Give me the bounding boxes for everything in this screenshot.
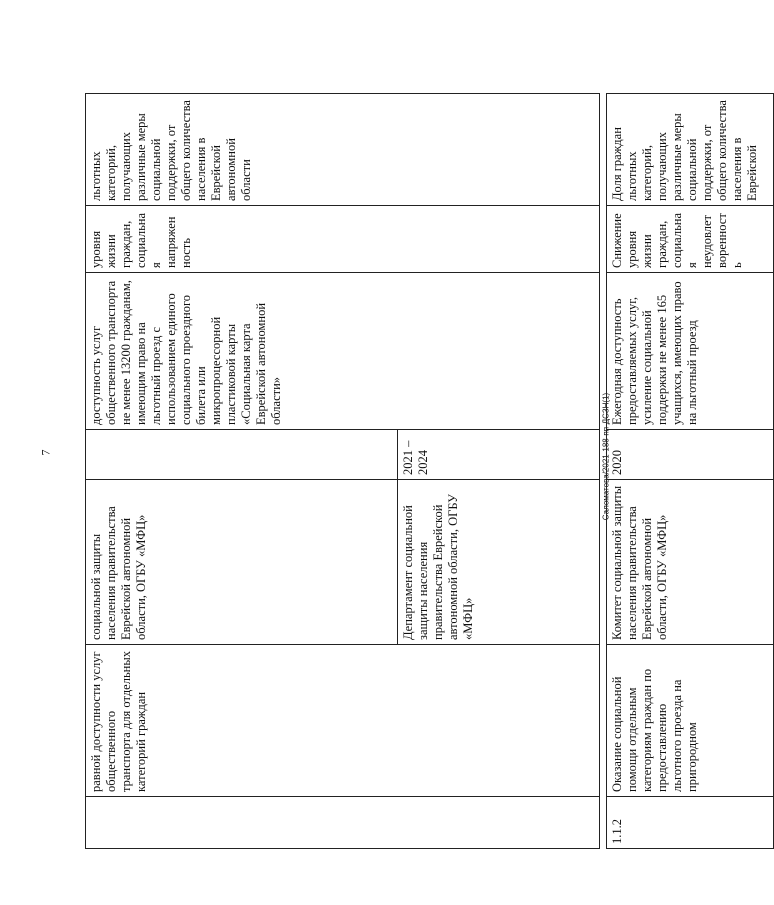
cell-executor: Департамент социальной защиты населения правительства Еврейской автономной области, ОГБУ «МФЦ» bbox=[398, 480, 600, 645]
page-number: 7 bbox=[38, 449, 53, 456]
cell-executor: социальной защиты населения правительства Еврейской автономной области, ОГБУ «МФЦ» bbox=[86, 480, 398, 645]
cell-measure: Оказание социальной помощи отдельным категориям граждан по предоставлению льготного проезда на пригородном bbox=[607, 645, 774, 797]
cell-number bbox=[86, 797, 600, 849]
cell-result: доступность услуг общественного транспорта не менее 13200 гражданам, имеющим право на льготный проезд с использованием единого социального проездного билета или микропроцессорной пластиковой карты «Социальная карта Еврейской автономной области» bbox=[86, 273, 600, 430]
cell-measure: равной доступности услуг общественного транспорта для отдельных категорий граждан bbox=[86, 645, 600, 797]
cell-executor: Комитет социальной защиты населения правительства Еврейской автономной области, ОГБУ «МФЦ» bbox=[607, 480, 774, 645]
cell-number: 1.1.2 bbox=[607, 797, 774, 849]
document-code: Саломатова/2021-188-пп-ДСЗН(1) bbox=[601, 392, 611, 521]
cell-result: Ежегодная доступность предоставляемых услуг, усиление социальной поддержки не менее 165 учащихся, имеющих право на льготный проезд bbox=[607, 273, 774, 430]
cell-indicator: Доля граждан льготных категорий, получающих различные меры социальной поддержки, от общего количества населения в Еврейской bbox=[607, 94, 774, 206]
cell-years: 2021 – 2024 bbox=[398, 430, 600, 480]
table-row bbox=[607, 94, 774, 849]
cell-years bbox=[86, 430, 398, 480]
measures-table bbox=[85, 93, 774, 849]
table-row bbox=[86, 94, 398, 849]
cell-risk: Снижение уровня жизни граждан, социальная неудовлетворенность bbox=[607, 206, 774, 273]
cell-indicator: льготных категорий, получающих различные меры социальной поддержки, от общего количества населения в Еврейской автономной области bbox=[86, 94, 600, 206]
gap-cell bbox=[600, 94, 607, 849]
cell-risk: уровня жизни граждан, социальная напряженность bbox=[86, 206, 600, 273]
row-gap bbox=[600, 94, 607, 849]
cell-years: 2020 bbox=[607, 430, 774, 480]
